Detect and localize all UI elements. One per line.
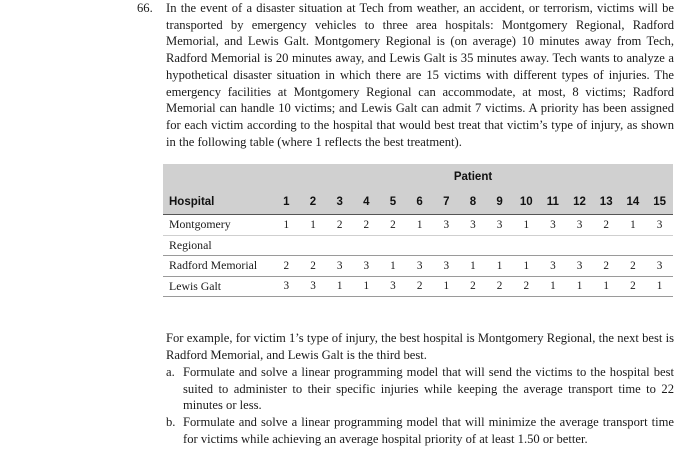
patient-group-header: Patient — [273, 164, 673, 190]
part-b-label: b. — [166, 415, 176, 429]
priority-cell: 2 — [620, 276, 647, 297]
priority-cell: 1 — [513, 215, 540, 236]
priority-cell: 3 — [540, 256, 567, 277]
patient-header: 10 — [513, 190, 540, 215]
priority-cell: 2 — [326, 215, 353, 236]
patient-header: 11 — [540, 190, 567, 215]
priority-cell: 1 — [513, 256, 540, 277]
priority-cell: 3 — [460, 215, 487, 236]
patient-header: 12 — [566, 190, 593, 215]
priority-cell: 3 — [406, 256, 433, 277]
hospital-name-continued: Regional — [163, 235, 273, 256]
priority-cell: 1 — [433, 276, 460, 297]
table-header-blank — [163, 164, 273, 190]
patient-header: 1 — [273, 190, 300, 215]
priority-cell: 2 — [593, 215, 620, 236]
priority-cell: 3 — [326, 256, 353, 277]
patient-header: 3 — [326, 190, 353, 215]
hospital-column-header: Hospital — [163, 190, 273, 215]
table-row — [163, 256, 673, 277]
problem-intro: In the event of a disaster situation at Tech from weather, an accident, or terrorism, victims will be transported by emergency vehicles to three area hospitals: Montgomery Regional, Radford Memorial, and Lewis Galt. Montgomery Regional is (on average) 10 minutes away from Tech, Radford Memorial is 20 minutes away, and Lewis Galt is 35 minutes away. Tech wants to analyze a hypothetical disaster situation in which there are 15 victims with different types of injuries. The emergency facilities at Montgomery Regional can accommodate, at most, 8 victims; Radford Memorial can handle 10 victims; and Lewis Galt can admit 7 victims. A priority has been assigned for each victim according to the hospital that would best treat that victim’s type of injury, as shown in the following table (where 1 reflects the best treatment). — [166, 1, 674, 149]
patient-header: 7 — [433, 190, 460, 215]
priority-cell: 1 — [566, 276, 593, 297]
priority-cell: 1 — [620, 215, 647, 236]
patient-header: 8 — [460, 190, 487, 215]
priority-cell: 1 — [273, 215, 300, 236]
priority-cell: 2 — [380, 215, 407, 236]
priority-cell: 3 — [433, 215, 460, 236]
patient-header: 6 — [406, 190, 433, 215]
priority-cell: 3 — [353, 256, 380, 277]
priority-table-container — [163, 164, 673, 297]
patient-header: 14 — [620, 190, 647, 215]
table-row — [163, 215, 673, 236]
patient-header: 13 — [593, 190, 620, 215]
patient-header: 2 — [300, 190, 327, 215]
priority-cell: 2 — [300, 256, 327, 277]
priority-cell: 1 — [406, 215, 433, 236]
hospital-name: Lewis Galt — [163, 276, 273, 297]
priority-cell: 2 — [593, 256, 620, 277]
priority-cell: 3 — [380, 276, 407, 297]
priority-cell: 2 — [620, 256, 647, 277]
priority-cell: 1 — [486, 256, 513, 277]
priority-cell: 3 — [566, 215, 593, 236]
priority-cell: 3 — [540, 215, 567, 236]
priority-cell: 1 — [353, 276, 380, 297]
priority-cell: 3 — [566, 256, 593, 277]
priority-cell: 2 — [513, 276, 540, 297]
hospital-name: Radford Memorial — [163, 256, 273, 277]
priority-cell: 1 — [460, 256, 487, 277]
priority-table — [163, 164, 673, 297]
priority-cell: 1 — [540, 276, 567, 297]
patient-header: 9 — [486, 190, 513, 215]
patient-header: 5 — [380, 190, 407, 215]
part-b-text: Formulate and solve a linear programming model that will minimize the average transport time for victims while achieving an average hospital priority of at least 1.50 or better. — [183, 415, 674, 446]
priority-cell: 2 — [353, 215, 380, 236]
table-header-row — [163, 190, 673, 215]
table-row — [163, 235, 673, 256]
priority-cell: 2 — [486, 276, 513, 297]
priority-cell: 2 — [460, 276, 487, 297]
priority-cell: 1 — [593, 276, 620, 297]
priority-cell: 1 — [300, 215, 327, 236]
priority-cell: 3 — [646, 256, 673, 277]
priority-cell: 3 — [273, 276, 300, 297]
patient-header: 4 — [353, 190, 380, 215]
example-text: For example, for victim 1’s type of injury, the best hospital is Montgomery Regional, the next best is Radford Memorial, and Lewis Galt is the third best. — [166, 331, 674, 362]
part-b — [166, 414, 674, 447]
priority-cell: 3 — [646, 215, 673, 236]
priority-cell: 1 — [646, 276, 673, 297]
patient-header: 15 — [646, 190, 673, 215]
priority-cell: 3 — [486, 215, 513, 236]
priority-cell: 1 — [380, 256, 407, 277]
priority-cell: 3 — [300, 276, 327, 297]
part-a-text: Formulate and solve a linear programming model that will send the victims to the hospital best suited to administer to their specific injuries while keeping the average transport time to 22 minutes or less. — [183, 365, 674, 413]
priority-cell: 2 — [406, 276, 433, 297]
priority-cell: 2 — [273, 256, 300, 277]
part-a — [166, 364, 674, 414]
part-a-label: a. — [166, 365, 175, 379]
priority-cell: 1 — [326, 276, 353, 297]
hospital-name: Montgomery — [163, 215, 273, 236]
priority-cell: 3 — [433, 256, 460, 277]
table-row — [163, 276, 673, 297]
problem-number: 66. — [137, 1, 153, 15]
